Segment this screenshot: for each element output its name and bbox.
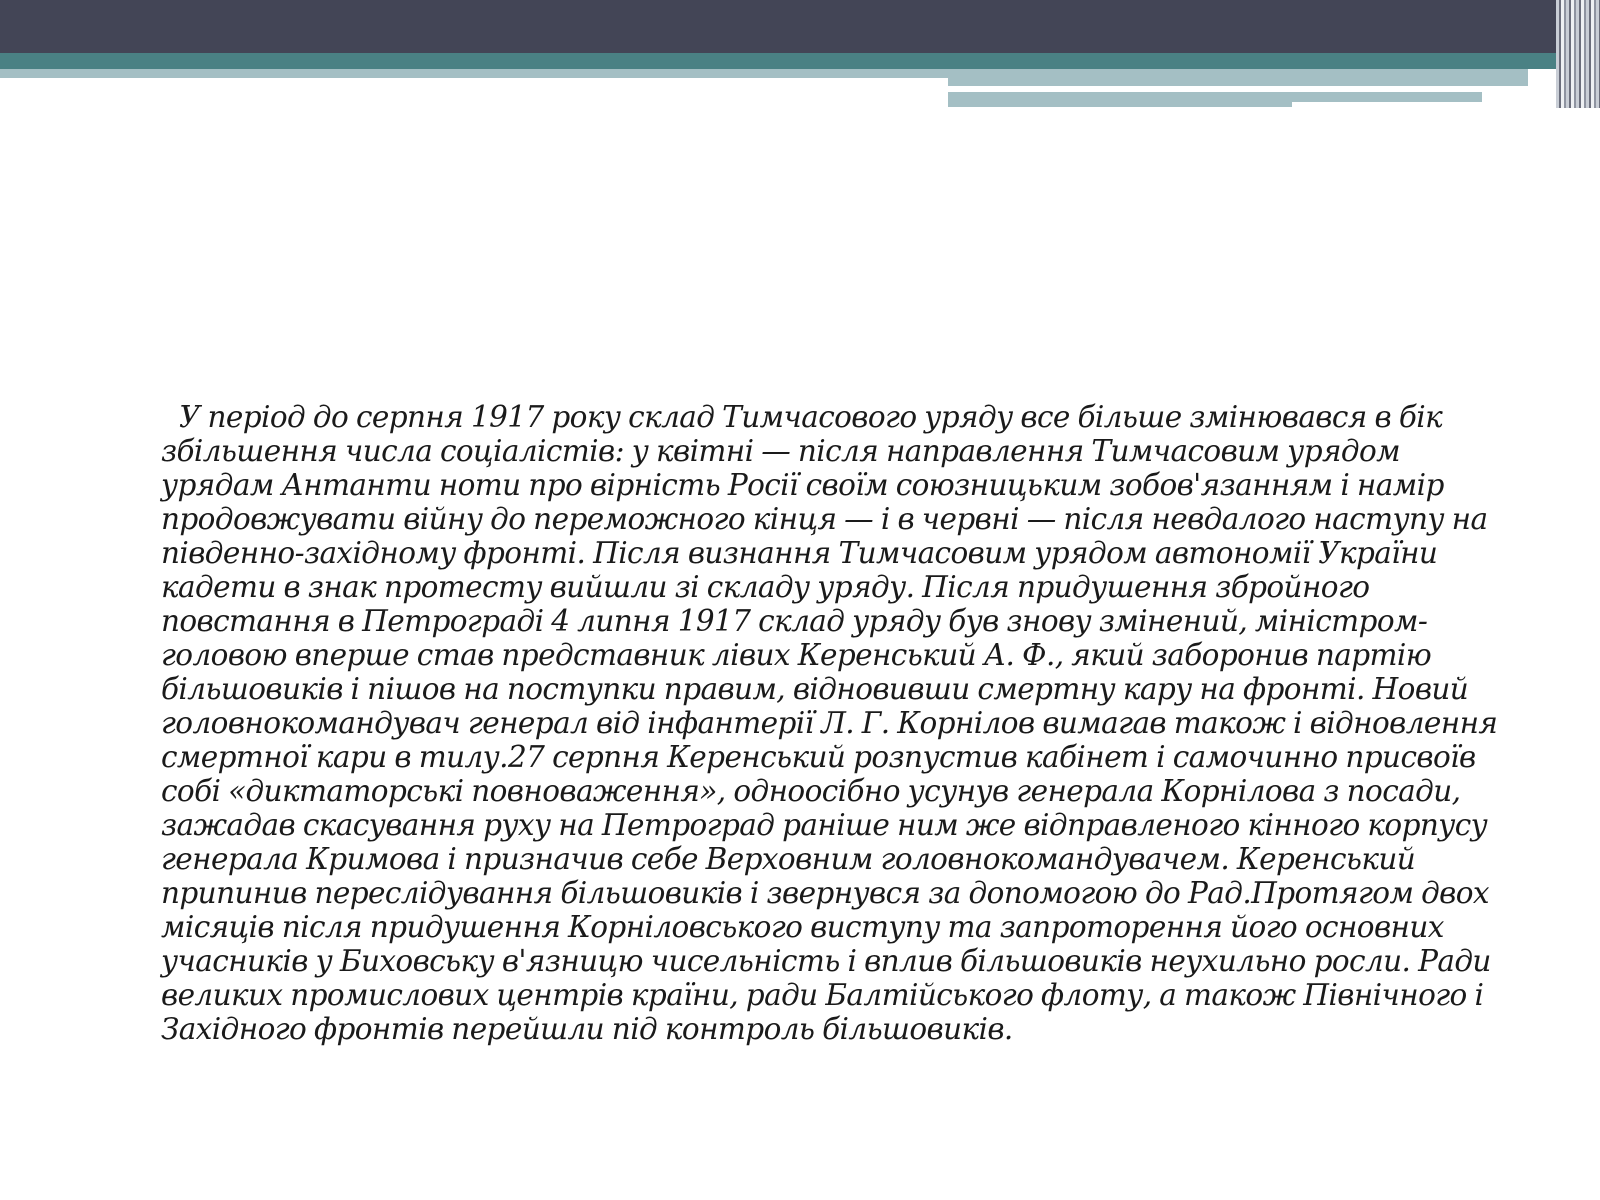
body-paragraph: У період до серпня 1917 року склад Тимчасового уряду все більше змінювався в бік збільшення числа соціалістів: у квітні — після направлення Тимчасовим урядом урядам Антанти ноти про вірність Росії своїм союзницьким зобов'язанням і намір продовжувати війну до переможного кінця — і в червні — після невдалого наступу на південно-західному фронті. Після визнання Тимчасовим урядом автономії України кадети в знак протесту вийшли зі складу уряду. Після придушення збройного повстання в Петрограді 4 липня 1917 склад уряду був знову змінений, міністром-головою вперше став представник лівих Керенський А. Ф., який заборонив партію більшовиків і пішов на поступки правим, відновивши смертну кару на фронті. Новий головнокомандувач генерал від інфантерії Л. Г. Корнілов вимагав також і відновлення смертної кари в тилу.27 серпня Керенський розпустив кабінет і самочинно присвоїв собі «диктаторські повноваження», одноосібно усунув генерала Корнілова з посади, зажадав скасування руху на Петроград раніше ним же відправленого кінного корпусу генерала Кримова і призначив себе Верховним головнокомандувачем. Керенський припинив переслідування більшовиків і звернувся за допомогою до Рад.Протягом двох місяців після придушення Корніловського виступу та запроторення його основних учасників у Биховську в'язницю чисельність і вплив більшовиків неухильно росли. Ради великих промислових центрів країни, ради Балтійського флоту, а також Північного і Західного фронтів перейшли під контроль більшовиків. [161, 400, 1498, 1046]
header-teal-bar [0, 53, 1600, 69]
header-right-stripes [1556, 0, 1600, 108]
header-light-bar-left [0, 69, 948, 78]
header-dark-bar [0, 0, 1600, 53]
header-white-cut [1292, 102, 1492, 107]
header-light-bar-right [948, 69, 1528, 86]
